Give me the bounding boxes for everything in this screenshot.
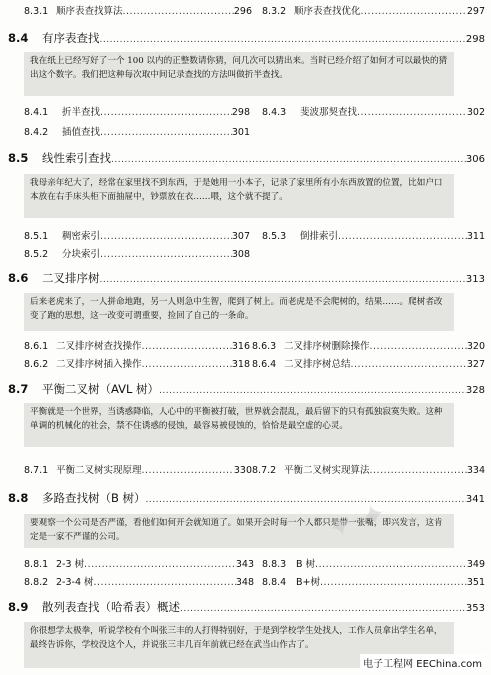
entry-page: 343 [235,559,254,570]
entry-number: 8.3.1 [24,6,49,17]
entry-title: 二叉排序树删除操作 [284,341,370,352]
section-number: 8.6 [8,271,29,285]
entry-page: 297 [466,6,485,17]
toc-entry-8-8-1[interactable] [24,556,254,570]
leader-dots [100,231,232,242]
leader-dots [146,495,466,505]
section-number: 8.7 [8,382,29,396]
entry-title: 顺序表查找算法 [56,6,123,17]
section-page: 328 [465,385,485,396]
entry-page: 351 [466,577,485,588]
entry-number: 8.4.3 [262,107,287,118]
entry-number: 8.8.1 [24,559,49,570]
section-page: 313 [465,274,485,285]
entry-page: 330 [233,465,252,476]
entry-number: 8.3.2 [262,6,287,17]
section-title: 有序表查找 [42,31,100,45]
entry-page: 349 [466,559,485,570]
toc-entry-8-5-2[interactable] [24,246,250,260]
entry-number: 8.5.3 [262,231,287,242]
entry-title: 顺序表查找优化 [294,6,361,17]
section-title: 平衡二叉树（AVL 树） [42,382,160,396]
section-intro-note: 我在纸上已经写好了一个 100 以内的正整数请你猜，问几次可以猜出来。当时已经介绍了如何才可以最快的猜出这个数字。我们把这种每次取中间记录查找的方法叫做折半查找。 [24,52,454,96]
toc-section-8-8[interactable] [8,490,485,506]
entry-title: B 树 [296,559,316,570]
entry-title: 平衡二叉树实现原理 [56,465,142,476]
entry-page: 348 [235,577,254,588]
entry-title: 二叉排序树查找操作 [56,341,142,352]
leader-dots [142,465,234,476]
section-intro-note: 我母亲年纪大了，经常在家里找不到东西，于是她用一小本子，记录了家里所有小东西放置的位置，比如户口本放在右手床头柜下面抽屉中，钞票放在衣……喂，这个就不提了。 [24,174,454,218]
entry-number: 8.4.2 [24,127,49,138]
toc-entry-8-6-1[interactable] [24,338,250,352]
section-intro-note: 平衡就是一个世界，当诱惑降临，人心中的平衡被打破，世界就会混乱，最后留下的只有孤独寂寞失败。这种单调的机械化的社会，禁不住诱惑的侵蚀，最容易被侵蚀的，恰恰是最空虚的心灵。 [24,403,454,447]
entry-page: 308 [231,249,250,260]
section-page: 353 [465,603,485,614]
section-intro-note: 你很想学太极拳，听说学校有个叫张三丰的人打得特别好，于是到学校学生处找人，工作人员拿出学生名单，最终告诉你，学校没这个人，并说张三丰几百年前就已经在武当山作古了。 [24,622,454,668]
section-intro-note: 后来老虎来了，一人拼命地跑，另一人则急中生智，爬到了树上。而老虎是不会爬树的，结果……。爬树者改变了跑的思想，这一改变可谓重要，捡回了自己的一条命。 [24,293,454,331]
entry-number: 8.6.2 [24,359,49,370]
entry-number: 8.8.3 [262,559,287,570]
leader-dots [111,155,466,165]
toc-entry-8-8-2[interactable] [24,574,254,588]
toc-section-8-4[interactable] [8,30,485,46]
entry-title: 二叉排序树插入操作 [56,359,142,370]
entry-number: 8.5.1 [24,231,49,242]
leader-dots [361,6,467,17]
toc-entry-8-4-3[interactable] [262,104,485,118]
entry-number: 8.6.3 [252,341,277,352]
entry-title: 2-3 树 [56,559,85,570]
leader-dots [370,465,467,476]
entry-title: 2-3-4 树 [56,577,94,588]
leader-dots [100,275,466,285]
source-watermark-label: 电子工程网 EEChina.com [360,654,485,671]
leader-dots [370,341,467,352]
toc-section-8-5[interactable] [8,150,485,166]
leader-dots [100,127,232,138]
entry-title: 倒排索引 [300,231,339,242]
entry-title: 平衡二叉树实现算法 [284,465,370,476]
leader-dots [84,559,236,570]
entry-page: 302 [466,107,485,118]
toc-entry-8-5-1[interactable] [24,228,250,242]
entry-page: 318 [231,359,250,370]
section-page: 298 [465,34,485,45]
entry-title: 稠密索引 [62,231,101,242]
toc-entry-8-8-3[interactable] [262,556,485,570]
section-title: 线性索引查找 [42,151,111,165]
leader-dots [142,341,232,352]
section-intro-note: 要观察一个公司是否严谨，看他们如何开会就知道了。如果开会时每一个人都只是带一张嘴，即兴发言，这肯定是一家不严谨的公司。 [24,514,454,548]
entry-number: 8.6.1 [24,341,49,352]
leader-dots [351,359,467,370]
entry-title: 斐波那契查找 [300,107,358,118]
toc-section-8-9[interactable] [8,599,485,615]
section-page: 341 [465,494,485,505]
entry-page: 327 [466,359,485,370]
entry-page: 311 [466,231,485,242]
section-title: 二叉排序树 [42,271,100,285]
leader-dots [94,577,236,588]
leader-dots [315,559,467,570]
leader-dots [142,359,232,370]
leader-dots [357,107,467,118]
entry-page: 301 [231,127,250,138]
leader-dots [320,577,467,588]
entry-title: B+树 [296,577,320,588]
entry-number: 8.8.4 [262,577,287,588]
entry-page: 307 [231,231,250,242]
section-title: 散列表查找（哈希表）概述 [42,600,180,614]
toc-entry-8-6-2[interactable] [24,356,250,370]
toc-entry-8-4-2[interactable] [24,124,250,138]
toc-entry-8-3-1[interactable] [24,3,252,17]
entry-number: 8.7.2 [252,465,277,476]
toc-entry-8-5-3[interactable] [262,228,485,242]
section-number: 8.4 [8,31,29,45]
entry-number: 8.7.1 [24,465,49,476]
leader-dots [338,231,467,242]
entry-number: 8.5.2 [24,249,49,260]
leader-dots [100,107,232,118]
entry-title: 二叉排序树总结 [284,359,351,370]
entry-number: 8.4.1 [24,107,49,118]
entry-number: 8.8.2 [24,577,49,588]
publisher-watermark: ✦ ✦ [323,495,391,548]
toc-section-8-7[interactable] [8,381,485,397]
entry-title: 折半查找 [62,107,101,118]
toc-section-8-6[interactable] [8,270,485,286]
toc-entry-8-7-1[interactable] [24,462,252,476]
leader-dots [100,249,232,260]
section-page: 306 [465,154,485,165]
section-number: 8.8 [8,491,29,505]
section-number: 8.9 [8,600,29,614]
leader-dots [180,604,466,614]
entry-page: 316 [231,341,250,352]
toc-entry-8-6-3[interactable] [252,338,485,352]
leader-dots [100,35,466,45]
toc-entry-8-8-4[interactable] [262,574,485,588]
entry-title: 分块索引 [62,249,101,260]
section-title: 多路查找树（B 树） [42,491,146,505]
entry-title: 插值查找 [62,127,101,138]
toc-entry-8-7-2[interactable] [252,462,485,476]
entry-page: 298 [231,107,250,118]
toc-entry-8-6-4[interactable] [252,356,485,370]
toc-entry-8-3-2[interactable] [262,3,485,17]
entry-page: 296 [233,6,252,17]
leader-dots [123,6,234,17]
section-number: 8.5 [8,151,29,165]
entry-number: 8.6.4 [252,359,277,370]
leader-dots [159,386,466,396]
entry-page: 320 [466,341,485,352]
entry-page: 334 [466,465,485,476]
toc-entry-8-4-1[interactable] [24,104,250,118]
